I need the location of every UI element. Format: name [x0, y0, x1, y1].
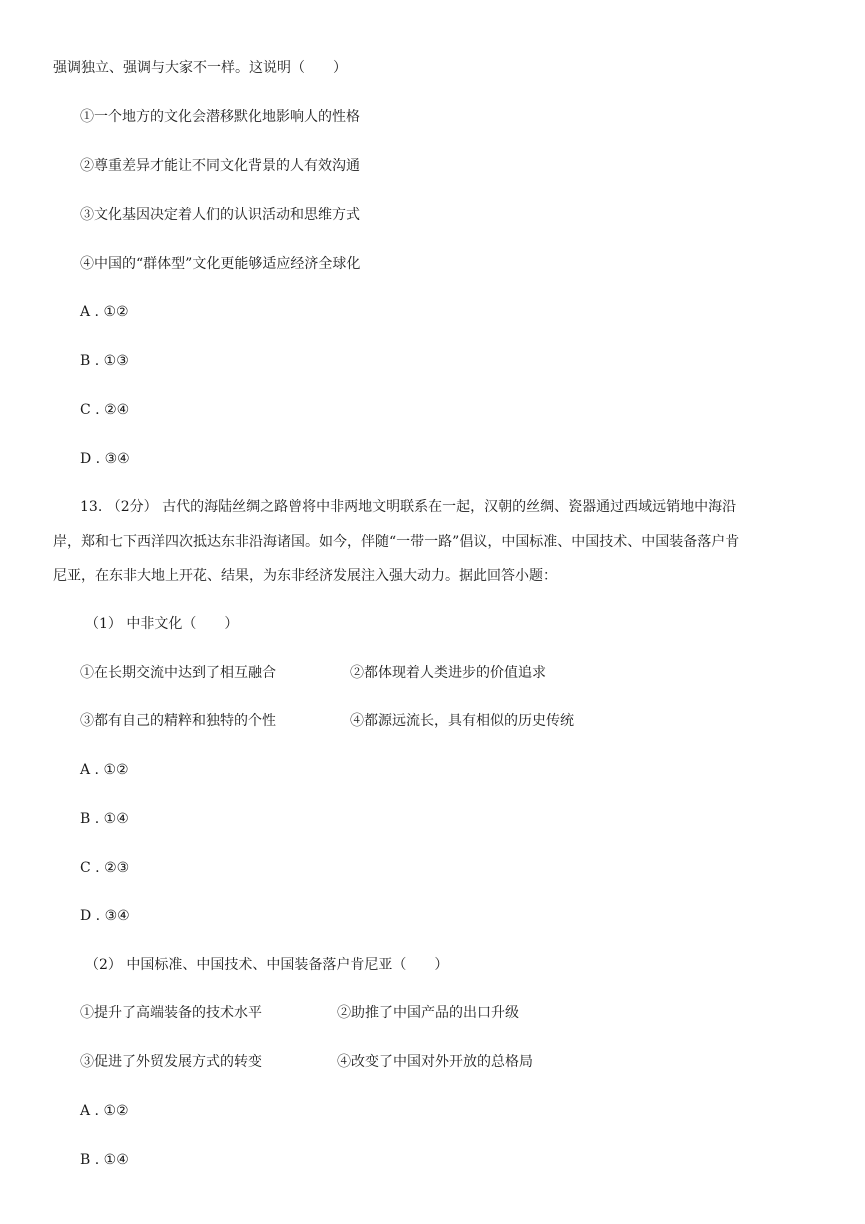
q12-option-d[interactable]: D . ③④ [80, 451, 130, 467]
q13-stem-line-1: 13. （2分） 古代的海陆丝绸之路曾将中非两地文明联系在一起，汉朝的丝绸、瓷器通过西域远销地中海沿 [80, 499, 737, 515]
q13-sub2-statement-3: ③促进了外贸发展方式的转变 [80, 1054, 262, 1070]
q12-option-b[interactable]: B . ①③ [80, 353, 129, 369]
q13-stem-line-3: 尼亚，在东非大地上开花、结果，为东非经济发展注入强大动力。据此回答小题： [53, 568, 557, 584]
q13-sub2-option-a[interactable]: A . ①② [80, 1103, 129, 1119]
q13-sub1-option-a[interactable]: A . ①② [80, 762, 129, 778]
q13-sub1-statement-3: ③都有自己的精粹和独特的个性 [80, 713, 276, 729]
q13-sub1-statement-2: ②都体现着人类进步的价值追求 [350, 665, 546, 681]
q12-statement-4: ④中国的“群体型”文化更能够适应经济全球化 [80, 256, 361, 272]
q13-sub2-statement-1: ①提升了高端装备的技术水平 [80, 1005, 262, 1021]
q13-stem-line-2: 岸，郑和七下西洋四次抵达东非沿海诸国。如今，伴随“一带一路”倡议，中国标准、中国技术、中国装备落户肯 [53, 534, 740, 550]
q12-statement-1: ①一个地方的文化会潜移默化地影响人的性格 [80, 109, 360, 125]
q12-statement-3: ③文化基因决定着人们的认识活动和思维方式 [80, 207, 360, 223]
q13-sub1-option-b[interactable]: B . ①④ [80, 811, 129, 827]
q13-sub1-title: （1） 中非文化（ ） [85, 616, 239, 632]
q13-sub2-title: （2） 中国标准、中国技术、中国装备落户肯尼亚（ ） [85, 957, 449, 973]
q13-sub1-option-c[interactable]: C . ②③ [80, 860, 130, 876]
q13-sub1-option-d[interactable]: D . ③④ [80, 908, 130, 924]
q12-stem-tail: 强调独立、强调与大家不一样。这说明（ ） [53, 60, 347, 76]
q12-option-a[interactable]: A . ①② [80, 304, 129, 320]
q13-sub2-statement-2: ②助推了中国产品的出口升级 [337, 1005, 519, 1021]
q13-sub2-statement-4: ④改变了中国对外开放的总格局 [337, 1054, 533, 1070]
q13-sub1-statement-4: ④都源远流长，具有相似的历史传统 [350, 713, 574, 729]
q13-sub1-statement-1: ①在长期交流中达到了相互融合 [80, 665, 276, 681]
q12-option-c[interactable]: C . ②④ [80, 402, 130, 418]
q12-statement-2: ②尊重差异才能让不同文化背景的人有效沟通 [80, 158, 360, 174]
q13-sub2-option-b[interactable]: B . ①④ [80, 1152, 129, 1168]
